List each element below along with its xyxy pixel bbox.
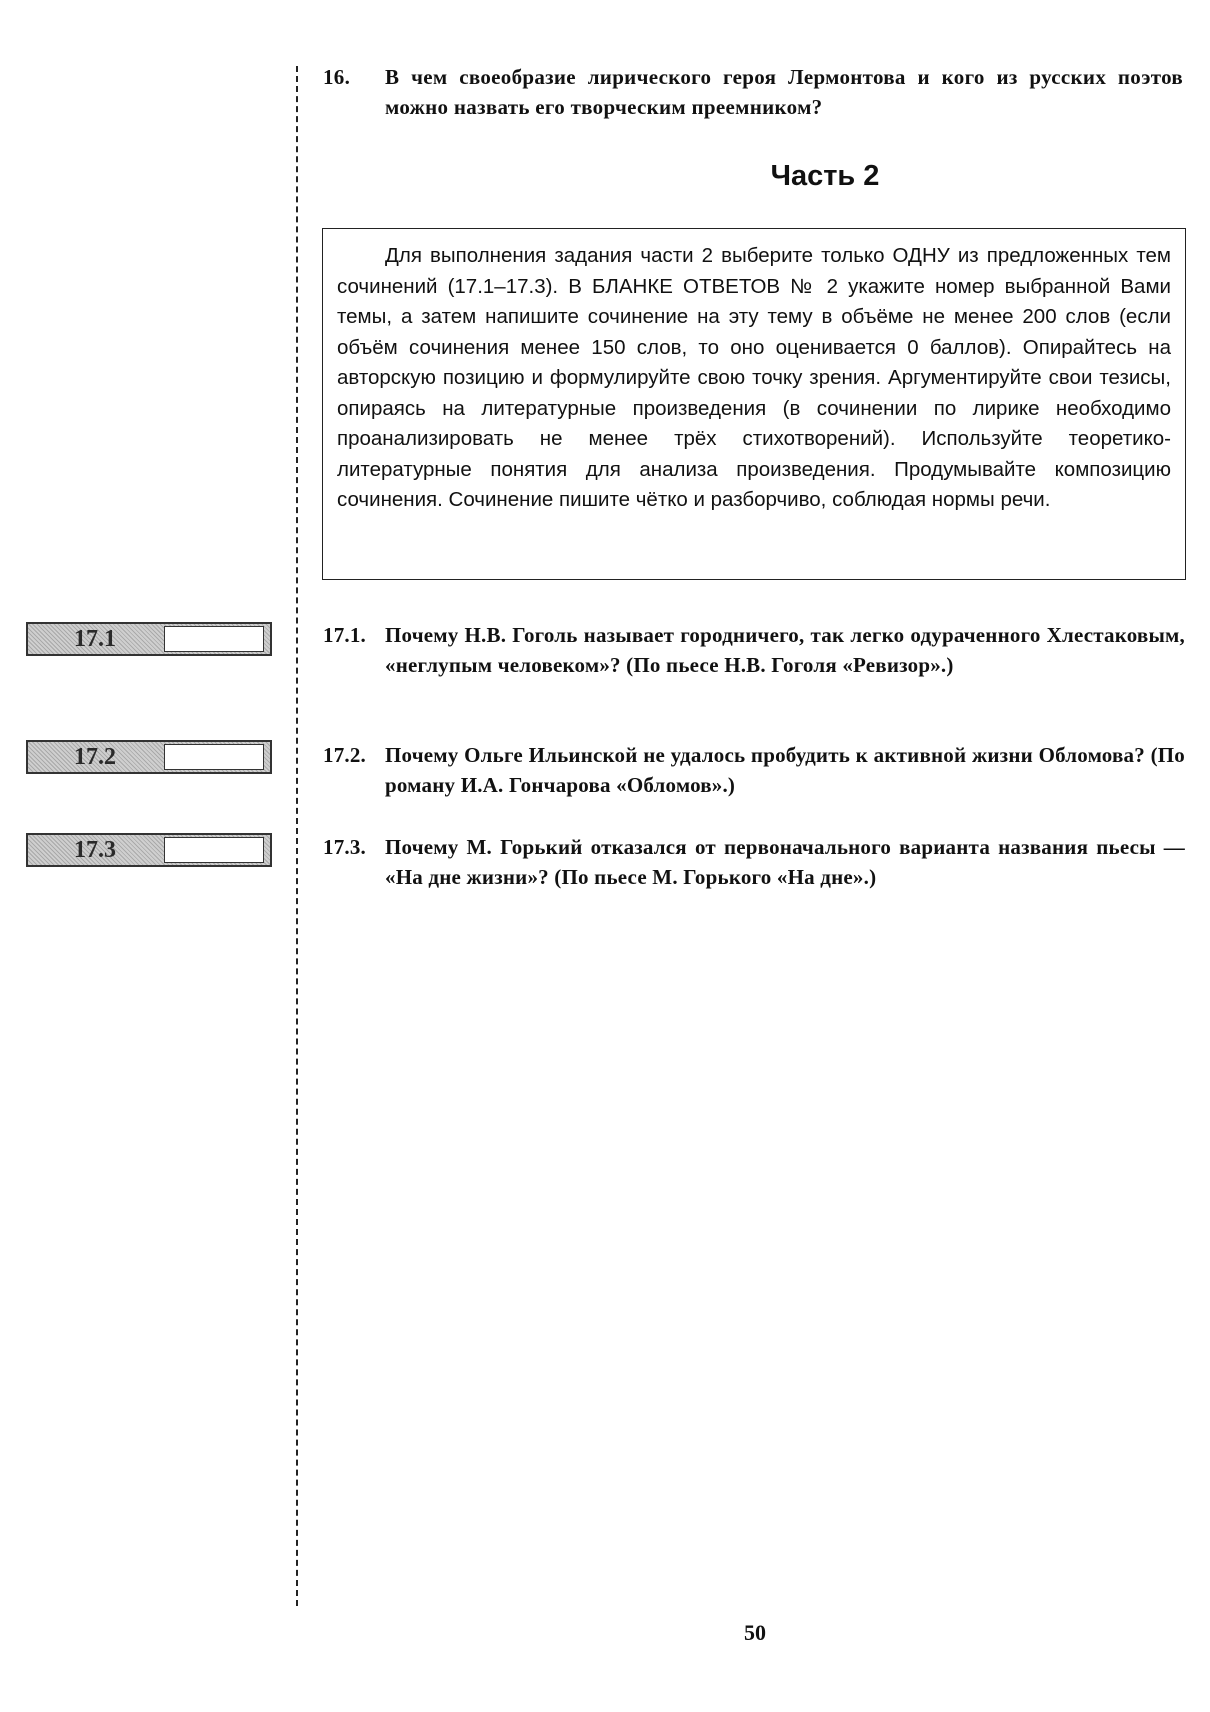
page-number: 50 <box>744 1620 766 1645</box>
topic-number: 17.2. <box>323 743 366 767</box>
topic-17-2 <box>323 740 1185 800</box>
answer-checkbox-17-3[interactable] <box>164 837 264 863</box>
question-text: В чем своеобразие лирического героя Лермонтова и кого из русских поэтов можно назвать его творческим преемником? <box>385 65 1183 119</box>
topic-text: Почему Н.В. Гоголь называет городничего, так легко одураченного Хлестаковым, «неглупым человеком»? (По пьесе Н.В. Гоголя «Ревизор».) <box>385 623 1185 677</box>
topic-17-3 <box>323 832 1185 892</box>
answer-checkbox-17-1[interactable] <box>164 626 264 652</box>
question-number: 16. <box>323 65 351 89</box>
answer-box-17-2 <box>26 740 272 774</box>
topic-text: Почему Ольге Ильинской не удалось пробудить к активной жизни Обломова? (По роману И.А. Гончарова «Обломов».) <box>385 743 1185 797</box>
answer-checkbox-17-2[interactable] <box>164 744 264 770</box>
answer-box-label: 17.3 <box>74 837 116 863</box>
page-number-wrapper <box>0 1620 1210 1646</box>
part-title: Часть 2 <box>770 160 880 192</box>
answer-box-17-1 <box>26 622 272 656</box>
answer-box-label: 17.1 <box>74 626 116 652</box>
instructions-box: Для выполнения задания части 2 выберите только ОДНУ из предложенных тем сочинений (17.1–17.3). В БЛАНКЕ ОТВЕТОВ № 2 укажите номер выбранной Вами темы, а затем напишите сочинение на эту тему в объёме не менее 200 слов (если объём сочинения менее 150 слов, то оно оценивается 0 баллов). Опирайтесь на авторскую позицию и формулируйте свою точку зрения. Аргументируйте свои тезисы, опираясь на литературные произведения (в сочинении по лирике необходимо проанализировать не менее трёх стихотворений). Используйте теоретико-литературные понятия для анализа произведения. Продумывайте композицию сочинения. Сочинение пишите чётко и разборчиво, соблюдая нормы речи. <box>322 228 1186 580</box>
topic-text: Почему М. Горький отказался от первоначального варианта названия пьесы — «На дне жизни»? (По пьесе М. Горького «На дне».) <box>385 835 1185 889</box>
topic-17-1 <box>323 620 1185 680</box>
topic-number: 17.1. <box>323 623 366 647</box>
topic-number: 17.3. <box>323 835 366 859</box>
part-title-wrapper <box>0 160 1210 193</box>
cut-line-divider <box>296 66 298 1606</box>
answer-box-label: 17.2 <box>74 744 116 770</box>
question-16 <box>323 62 1183 122</box>
answer-box-17-3 <box>26 833 272 867</box>
